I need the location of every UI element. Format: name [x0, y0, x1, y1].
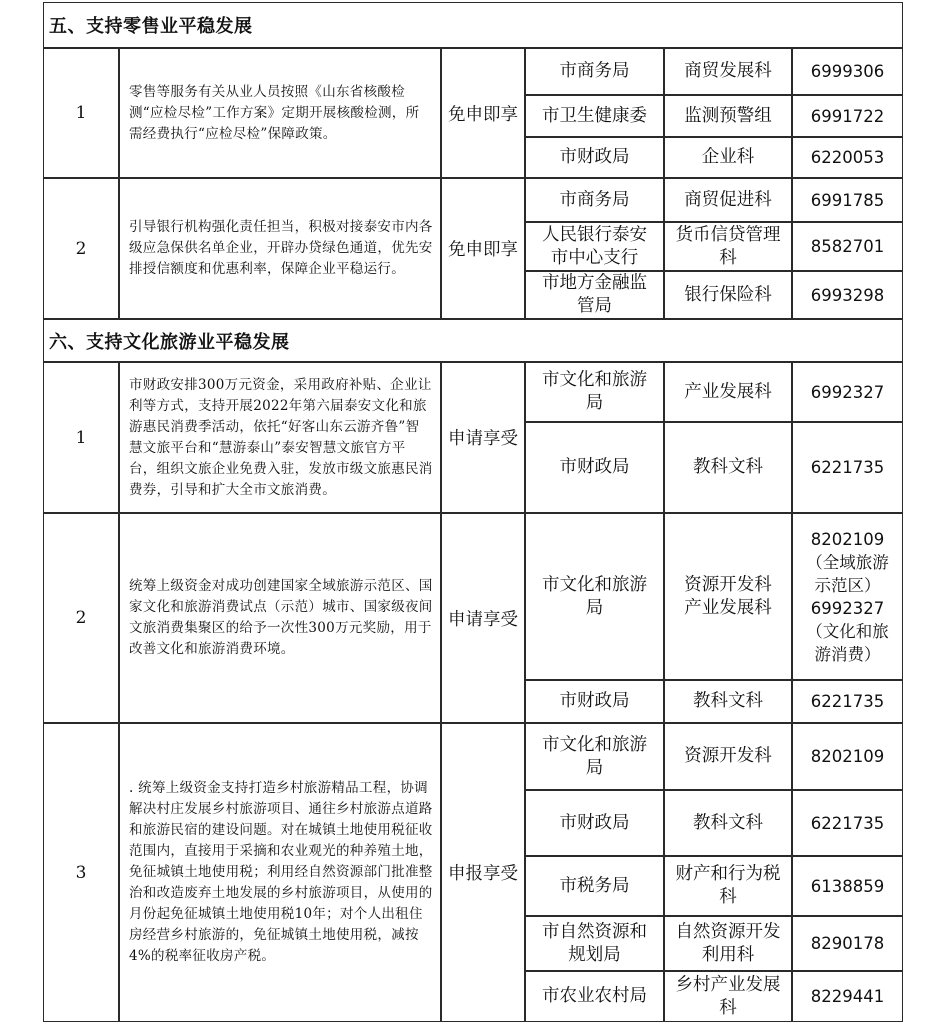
phone-number: 6221735: [810, 813, 885, 833]
application-mode: 申请享受: [448, 609, 518, 630]
item-number: 1: [75, 103, 87, 123]
phone-number: 8202109: [810, 747, 885, 766]
department: 市财政局: [559, 147, 630, 167]
department: 市文化和旅游 局: [542, 574, 647, 618]
application-mode: 申请享受: [448, 429, 518, 449]
phone-number: 6991785: [810, 190, 885, 210]
item-number: 3: [75, 862, 87, 883]
office-section: 教科文科: [693, 457, 763, 477]
item-number: 1: [75, 427, 87, 448]
department: 市卫生健康委: [542, 105, 647, 126]
department: 市商务局: [559, 189, 630, 210]
office-section: 商贸发展科: [684, 61, 772, 81]
department: 市自然资源和 规划局: [542, 921, 647, 965]
phone-number: 6221735: [810, 458, 885, 477]
department: 市文化和旅游 局: [542, 734, 647, 778]
item-number: 2: [75, 608, 87, 628]
phone-number: 6220053: [810, 148, 885, 167]
department: 人民银行泰安 市中心支行: [542, 224, 647, 268]
office-section: 财产和行为税 科: [675, 864, 781, 907]
phone-number: 8290178: [810, 934, 885, 953]
office-section: 银行保险科: [684, 284, 772, 305]
policy-text: 零售等服务有关从业人员按照《山东省核酸检测“应检尽检”工作方案》定期开展核酸检测，所需经费执行“应检尽检”保障政策。: [129, 83, 420, 142]
phone-number: 6138859: [810, 876, 885, 896]
policy-text: . 统筹上级资金支持打造乡村旅游精品工程，协调解决村庄发展乡村旅游项目、通往乡村旅游点道路和旅游民宿的建设问题。对在城镇土地使用税征收范围内，直接用于采摘和农业观光的种养殖土地，免征城镇土地使用税；利用经自然资源部门批准整治和改造废弃土地发展的乡村旅游项目，从使用的月份起免征城镇土地使用税10年；对个人出租住房经营乡村旅游的，免征城镇土地使用税，减按4%的税率征收房产税。: [129, 780, 433, 964]
department: 市财政局: [559, 812, 630, 833]
item-number: 2: [75, 238, 87, 259]
office-section: 教科文科: [693, 691, 763, 711]
section-heading: 五、支持零售业平稳发展: [49, 16, 253, 37]
section-heading: 六、支持文化旅游业平稳发展: [49, 331, 290, 353]
policy-text: 市财政安排300万元资金，采用政府补贴、企业让利等方式，支持开展2022年第六届泰安文化和旅游惠民消费季活动，依托“好客山东云游齐鲁”智慧文旅平台和“慧游泰山”泰安智慧文旅官方平台，组织文旅企业免费入驻，发放市级文旅惠民消费券，引导和扩大全市文旅消费。: [129, 376, 433, 498]
phone-number: 8229441: [810, 987, 885, 1006]
office-section: 资源开发科: [684, 746, 772, 766]
phone-number: 6993298: [810, 285, 885, 305]
department: 市商务局: [559, 61, 630, 81]
office-section: 监测预警组: [684, 105, 772, 126]
department: 市文化和旅游 局: [542, 370, 647, 413]
office-section: 商贸促进科: [684, 189, 772, 210]
phone-number: 6992327: [810, 382, 885, 402]
application-mode: 免申即享: [448, 240, 518, 260]
office-section: 产业发展科: [684, 381, 772, 402]
department: 市财政局: [559, 457, 630, 477]
department: 市税务局: [559, 875, 630, 896]
phone-number: 8202109 （全域旅游 示范区） 6992327 （文化和旅 游消费）: [806, 529, 889, 664]
office-section: 乡村产业发展 科: [675, 974, 781, 1018]
policy-text: 引导银行机构强化责任担当，积极对接泰安市内各级应急保供名单企业，开辟办贷绿色通道，优先安排授信额度和优惠利率，保障企业平稳运行。: [129, 219, 433, 277]
office-section: 自然资源开发 利用科: [675, 921, 781, 965]
office-section: 资源开发科 产业发展科: [684, 574, 772, 618]
office-section: 教科文科: [693, 812, 763, 833]
application-mode: 免申即享: [448, 104, 518, 125]
department: 市地方金融监 管局: [542, 273, 647, 316]
phone-number: 6221735: [810, 692, 885, 711]
phone-number: 8582701: [810, 237, 885, 256]
department: 市财政局: [559, 691, 630, 711]
phone-number: 6999306: [810, 62, 885, 81]
policy-text: 统筹上级资金对成功创建国家全域旅游示范区、国家文化和旅游消费试点（示范）城市、国家级夜间文旅消费集聚区的给予一次性300万元奖励，用于改善文化和旅游消费环境。: [129, 578, 433, 657]
department: 市农业农村局: [542, 986, 647, 1006]
application-mode: 申报享受: [448, 864, 518, 884]
phone-number: 6991722: [810, 106, 885, 126]
office-section: 货币信贷管理 科: [675, 224, 781, 268]
office-section: 企业科: [701, 147, 755, 167]
